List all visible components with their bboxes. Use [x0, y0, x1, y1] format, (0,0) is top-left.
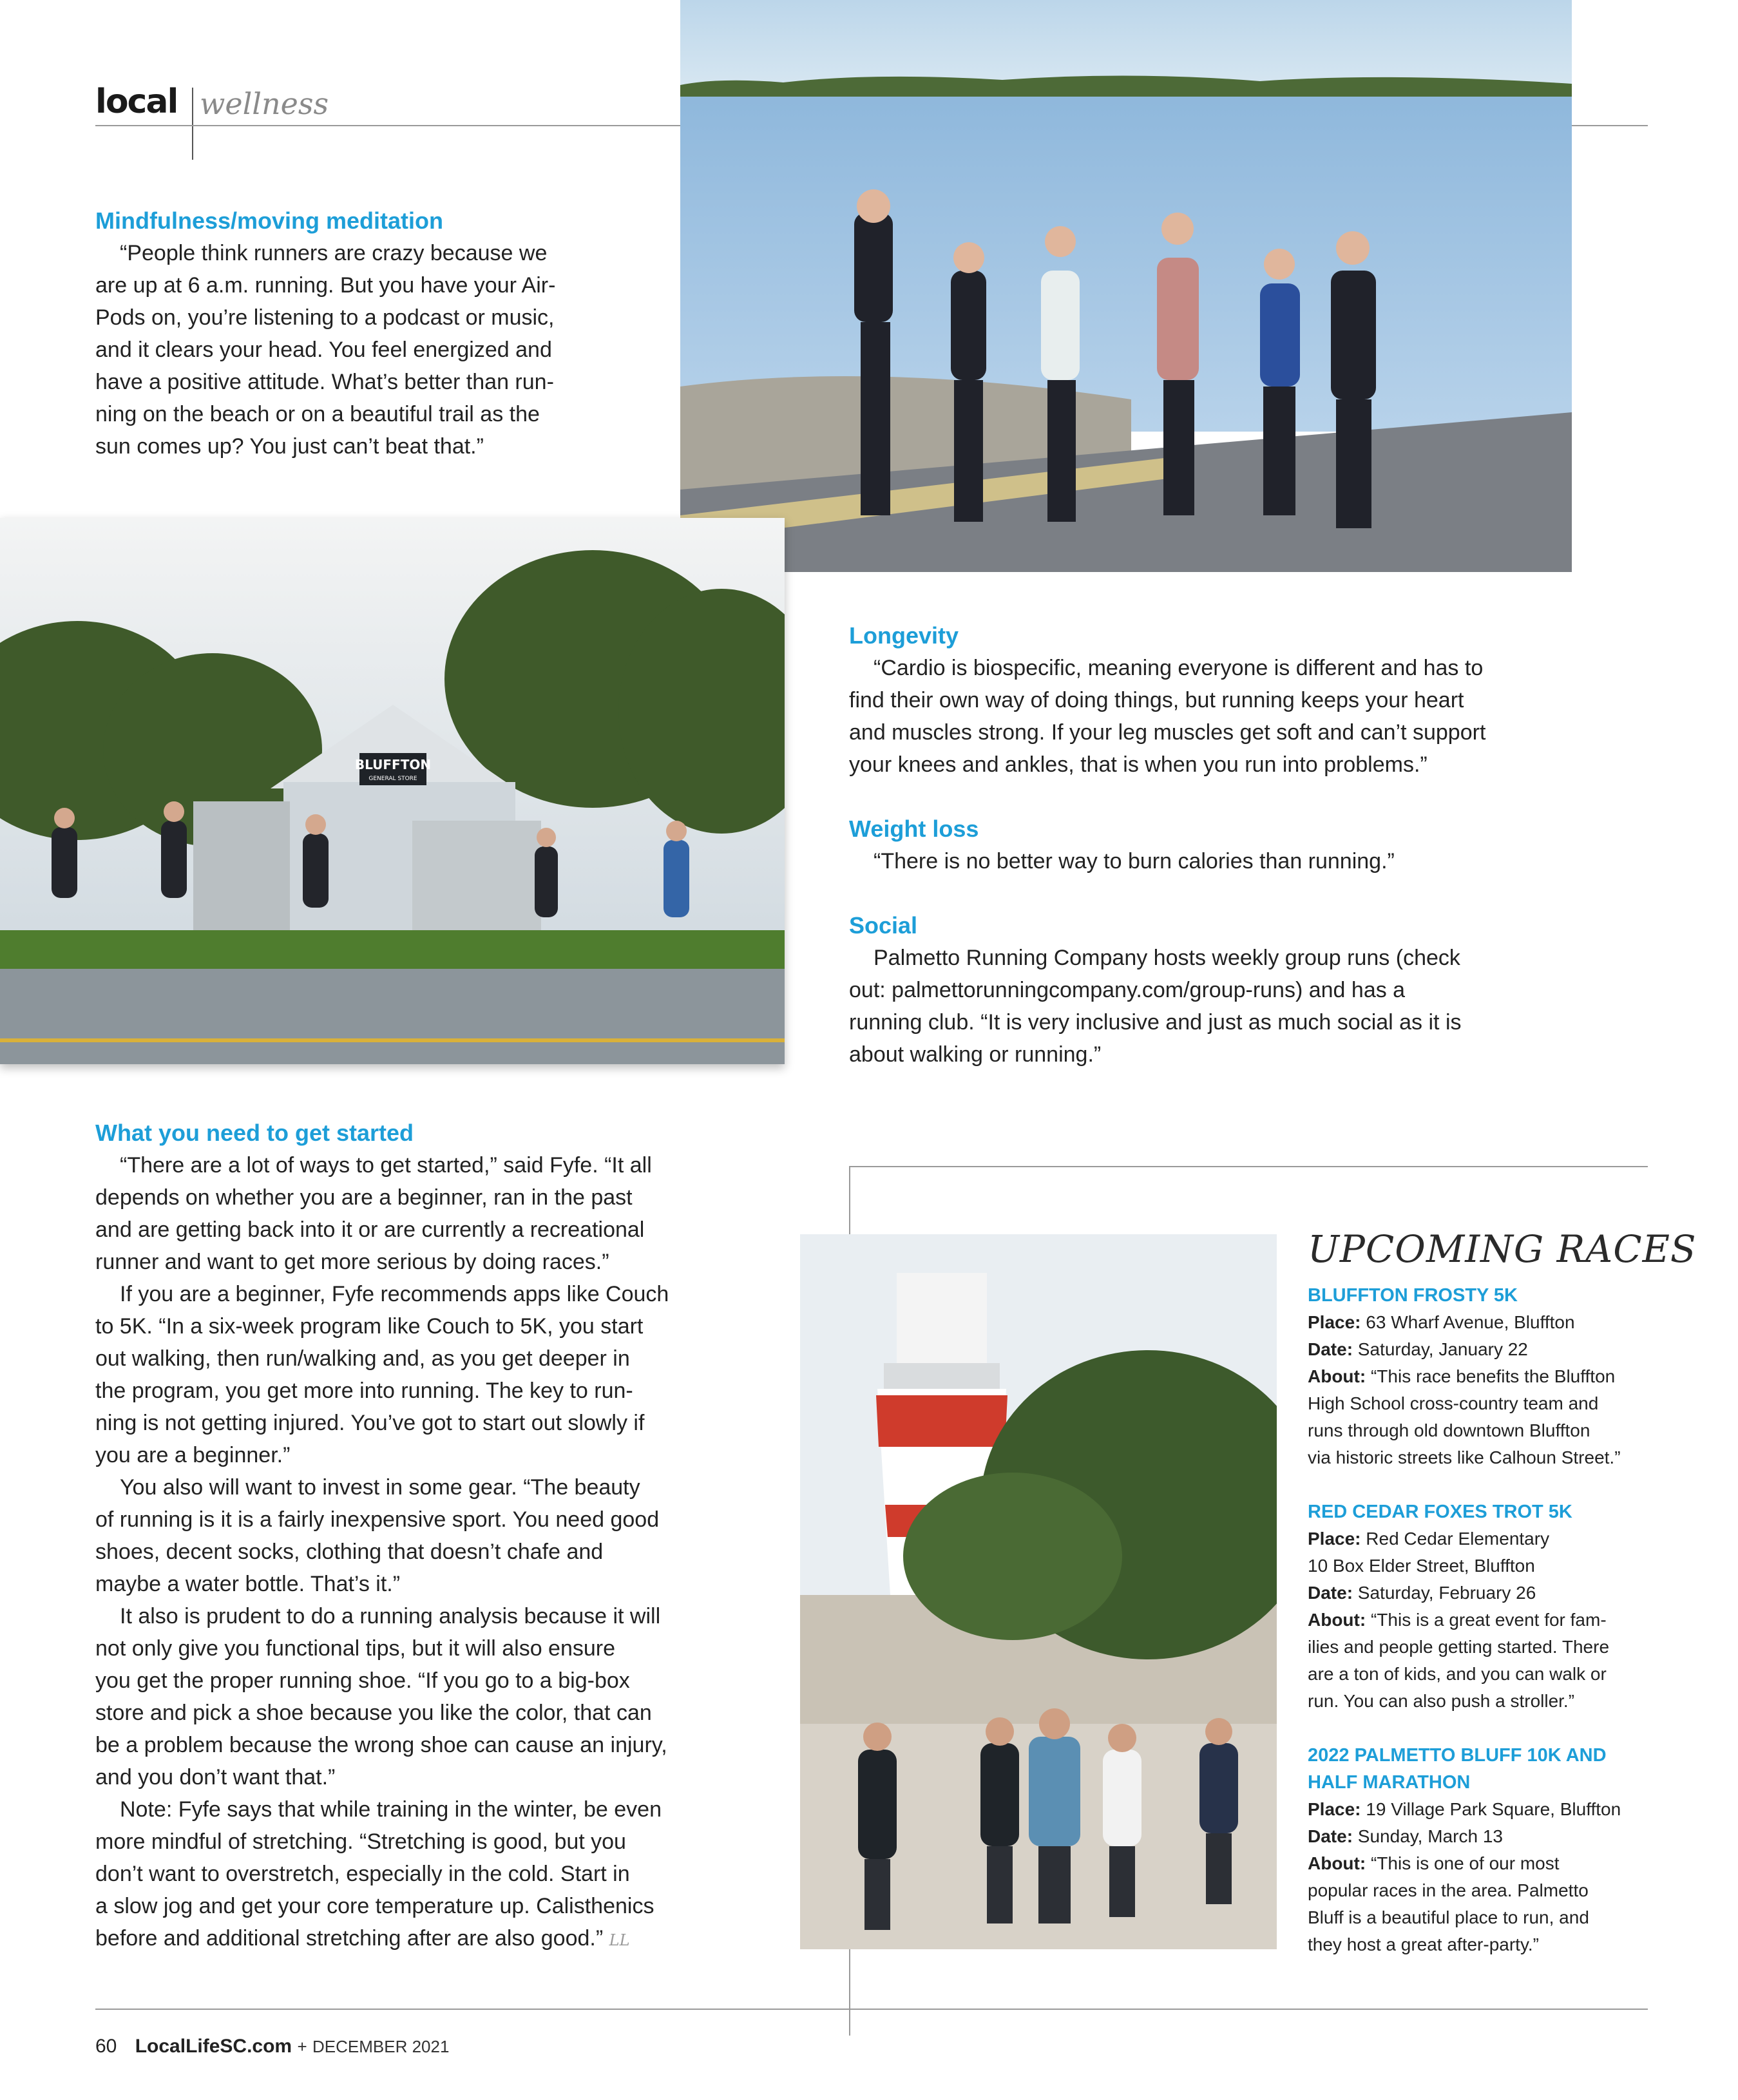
body-line: If you are a beginner, Fyfe recommends apps like Couch [120, 1282, 669, 1306]
section-getting-started [95, 1117, 740, 1956]
social-heading: Social [849, 912, 918, 939]
footer [95, 2036, 449, 2057]
body-line: ning is not getting injured. You’ve got to start out slowly if [95, 1411, 645, 1435]
body-line: runner and want to get more serious by doing races.” [95, 1250, 609, 1274]
page-number: 60 [95, 2036, 117, 2057]
store-sign-text: BLUFFTON [354, 757, 432, 772]
race-date: Sunday, March 13 [1357, 1826, 1503, 1846]
longevity-heading: Longevity [849, 622, 959, 649]
longevity-line: your knees and ankles, that is when you run into problems.” [849, 752, 1428, 777]
race-place: 63 Wharf Avenue, Bluffton [1366, 1312, 1575, 1332]
race-about-line: “This is a great event for fam- [1370, 1610, 1607, 1630]
race-about-label: About: [1308, 1853, 1366, 1873]
sidebar-top-rule [849, 1166, 1648, 1167]
race-about-line: via historic streets like Calhoun Street.” [1308, 1447, 1621, 1467]
right-column-sections [849, 620, 1590, 1071]
mindfulness-line: have a positive attitude. What’s better than run- [95, 370, 554, 394]
body-line: and are getting back into it or are currently a recreational [95, 1217, 645, 1242]
mindfulness-line: are up at 6 a.m. running. But you have your Air- [95, 273, 556, 298]
race-date: Saturday, January 22 [1357, 1339, 1528, 1359]
social-line: Palmetto Running Company hosts weekly group runs (check [874, 946, 1460, 970]
race-about-line: High School cross-country team and [1308, 1393, 1599, 1413]
race-about-line: Bluff is a beautiful place to run, and [1308, 1907, 1589, 1927]
mindfulness-heading: Mindfulness/moving meditation [95, 207, 444, 234]
body-line: You also will want to invest in some gear. “The beauty [120, 1475, 640, 1500]
race-place: Red Cedar Elementary [1366, 1529, 1550, 1549]
race-place: 19 Village Park Square, Bluffton [1366, 1799, 1621, 1819]
mindfulness-line: Pods on, you’re listening to a podcast or music, [95, 305, 555, 330]
longevity-line: “Cardio is biospecific, meaning everyone is different and has to [874, 656, 1484, 680]
brand-logo: local [95, 82, 178, 121]
social-line: about walking or running.” [849, 1042, 1102, 1067]
race-about-line: “This is one of our most [1370, 1853, 1560, 1873]
body-line: depends on whether you are a beginner, ran in the past [95, 1185, 633, 1210]
footer-issue: DECEMBER 2021 [312, 2037, 450, 2056]
body-line: before and additional stretching after are also good.” [95, 1926, 604, 1951]
body-line: to 5K. “In a six-week program like Couch to 5K, you start [95, 1314, 644, 1339]
sidebar-title: UPCOMING RACES [1308, 1227, 1697, 1271]
body-line: “There are a lot of ways to get started,” said Fyfe. “It all [120, 1153, 652, 1178]
race-about-line: they host a great after-party.” [1308, 1934, 1539, 1954]
section-title: wellness [200, 86, 329, 121]
race-about-line: are a ton of kids, and you can walk or [1308, 1664, 1607, 1684]
header-rule-right [1572, 125, 1648, 126]
photo-bluffton-general-store [0, 518, 785, 1064]
race-list [1308, 1282, 1643, 1958]
race-item [1308, 1742, 1643, 1958]
header-rule [95, 125, 680, 126]
body-line: maybe a water bottle. That’s it.” [95, 1572, 401, 1596]
body-line: of running is it is a fairly inexpensive sport. You need good [95, 1507, 660, 1532]
race-date-label: Date: [1308, 1339, 1353, 1359]
body-line: you get the proper running shoe. “If you go to a big-box [95, 1668, 630, 1693]
mindfulness-line: “People think runners are crazy because we [120, 241, 548, 265]
longevity-line: and muscles strong. If your leg muscles get soft and can’t support [849, 720, 1486, 745]
race-about-label: About: [1308, 1366, 1366, 1386]
race-about-line: runs through old downtown Bluffton [1308, 1420, 1590, 1440]
photo-lighthouse-runners [800, 1234, 1277, 1949]
race-item [1308, 1498, 1643, 1715]
race-name: 2022 PALMETTO BLUFF 10K AND [1308, 1745, 1607, 1766]
body-line: and you don’t want that.” [95, 1765, 336, 1790]
race-about-line: popular races in the area. Palmetto [1308, 1880, 1589, 1900]
race-name: BLUFFTON FROSTY 5K [1308, 1285, 1518, 1306]
body-line: the program, you get more into running. The key to run- [95, 1379, 633, 1403]
race-about-label: About: [1308, 1610, 1366, 1630]
photo-runners-waterfront [680, 0, 1572, 572]
race-date-label: Date: [1308, 1583, 1353, 1603]
logo-divider [192, 88, 193, 160]
footer-rule [95, 2009, 1648, 2010]
social-line: running club. “It is very inclusive and just as much social as it is [849, 1010, 1462, 1035]
race-about-line: ilies and people getting started. There [1308, 1637, 1610, 1657]
race-item [1308, 1282, 1643, 1471]
race-date-label: Date: [1308, 1826, 1353, 1846]
race-name: HALF MARATHON [1308, 1772, 1471, 1793]
race-place-label: Place: [1308, 1799, 1361, 1819]
footer-site: LocalLifeSC.com [135, 2036, 292, 2057]
body-line: It also is prudent to do a running analysis because it will [120, 1604, 661, 1628]
race-place-label: Place: [1308, 1312, 1361, 1332]
social-line: out: palmettorunningcompany.com/group-runs) and has a [849, 978, 1406, 1002]
race-date: Saturday, February 26 [1357, 1583, 1536, 1603]
body-line: out walking, then run/walking and, as you get deeper in [95, 1346, 630, 1371]
section-mindfulness [95, 205, 630, 463]
race-place: 10 Box Elder Street, Bluffton [1308, 1556, 1535, 1576]
body-line: not only give you functional tips, but it will also ensure [95, 1636, 616, 1661]
body-line: be a problem because the wrong shoe can cause an injury, [95, 1733, 667, 1757]
mindfulness-line: and it clears your head. You feel energized and [95, 338, 552, 362]
race-about-line: “This race benefits the Bluffton [1370, 1366, 1616, 1386]
body-line: don’t want to overstretch, especially in the cold. Start in [95, 1862, 630, 1886]
body-line: shoes, decent socks, clothing that doesn’t chafe and [95, 1540, 604, 1564]
body-line: Note: Fyfe says that while training in the winter, be even [120, 1797, 662, 1822]
mindfulness-line: sun comes up? You just can’t beat that.” [95, 434, 484, 459]
body-line: you are a beginner.” [95, 1443, 291, 1467]
footer-separator: + [297, 2037, 307, 2056]
body-line: more mindful of stretching. “Stretching is good, but you [95, 1829, 626, 1854]
mindfulness-line: ning on the beach or on a beautiful trail as the [95, 402, 540, 426]
getting-started-heading: What you need to get started [95, 1120, 414, 1146]
race-place-label: Place: [1308, 1529, 1361, 1549]
race-name: RED CEDAR FOXES TROT 5K [1308, 1502, 1572, 1522]
race-about-line: run. You can also push a stroller.” [1308, 1691, 1575, 1711]
body-line: a slow jog and get your core temperature up. Calisthenics [95, 1894, 654, 1918]
body-line: store and pick a shoe because you like the color, that can [95, 1701, 652, 1725]
weight-loss-line: “There is no better way to burn calories than running.” [874, 849, 1395, 873]
longevity-line: find their own way of doing things, but running keeps your heart [849, 688, 1464, 712]
store-sign-subtext: GENERAL STORE [368, 776, 417, 782]
end-mark: LL [609, 1931, 630, 1949]
weight-loss-heading: Weight loss [849, 816, 979, 842]
